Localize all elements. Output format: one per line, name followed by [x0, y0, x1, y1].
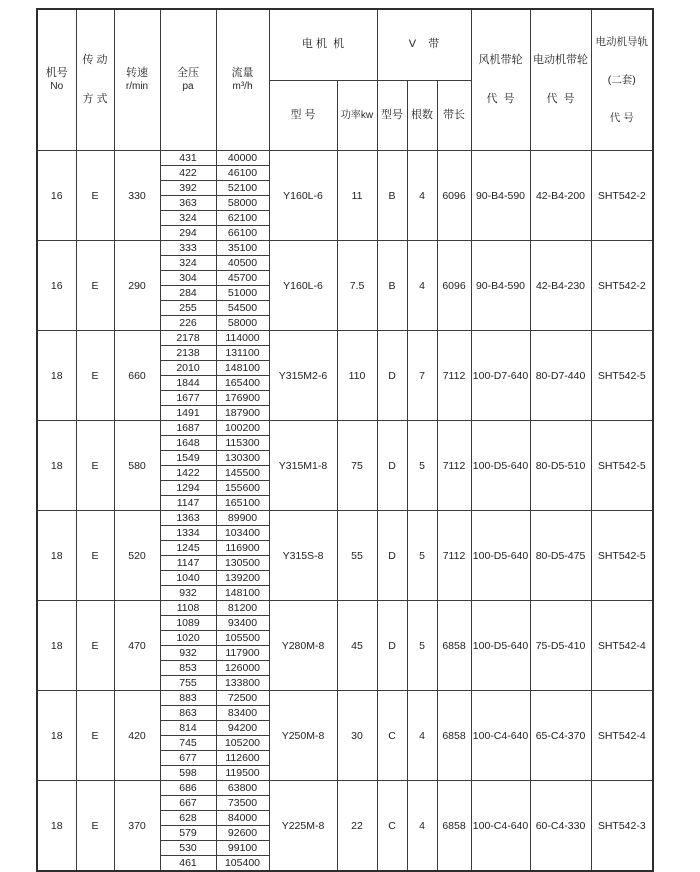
cell-fan-pulley: 100-D7-640: [471, 331, 530, 421]
header-machine-no-line2: No: [50, 81, 64, 92]
cell-pressure: 1363: [160, 511, 216, 526]
cell-flow: 58000: [216, 196, 269, 211]
cell-fan-pulley: 90-B4-590: [471, 241, 530, 331]
cell-flow: 66100: [216, 226, 269, 241]
header-pressure-line1: 全压: [177, 67, 199, 79]
cell-pressure: 1549: [160, 451, 216, 466]
header-vbelt-group: V 带: [377, 9, 471, 80]
header-motor-rail: [591, 9, 653, 151]
header-fan-pulley-line2: 代 号: [486, 93, 515, 105]
header-rpm-line1: 转速: [126, 67, 148, 79]
cell-rpm: 420: [114, 691, 160, 781]
cell-motor-model: Y225M-8: [269, 781, 337, 872]
cell-drive-mode: E: [76, 331, 114, 421]
cell-flow: 72500: [216, 691, 269, 706]
header-motor-pulley: [530, 9, 591, 151]
header-rpm: [114, 9, 160, 151]
header-vbelt-count: 根数: [407, 80, 437, 150]
cell-machine-no: 18: [37, 601, 76, 691]
cell-motor-power: 45: [337, 601, 377, 691]
cell-flow: 130300: [216, 451, 269, 466]
cell-flow: 99100: [216, 841, 269, 856]
cell-flow: 145500: [216, 466, 269, 481]
cell-rpm: 660: [114, 331, 160, 421]
cell-pressure: 883: [160, 691, 216, 706]
header-motor-rail-line2: (二套): [607, 74, 636, 86]
cell-rail: SHT542-4: [591, 601, 653, 691]
cell-pressure: 1245: [160, 541, 216, 556]
cell-pressure: 392: [160, 181, 216, 196]
cell-pressure: 745: [160, 736, 216, 751]
cell-pressure: 530: [160, 841, 216, 856]
header-drive-line1: 传 动: [82, 54, 108, 66]
cell-rpm: 470: [114, 601, 160, 691]
header-flow: [216, 9, 269, 151]
cell-pressure: 677: [160, 751, 216, 766]
cell-motor-power: 11: [337, 151, 377, 241]
cell-flow: 114000: [216, 331, 269, 346]
cell-motor-model: Y250M-8: [269, 691, 337, 781]
cell-flow: 51000: [216, 286, 269, 301]
header-vbelt-model: 型号: [377, 80, 407, 150]
cell-fan-pulley: 100-D5-640: [471, 601, 530, 691]
cell-motor-model: Y315S-8: [269, 511, 337, 601]
header-fan-pulley: [471, 9, 530, 151]
cell-flow: 130500: [216, 556, 269, 571]
header-vbelt-length: 带长: [437, 80, 471, 150]
cell-belt-model: D: [377, 331, 407, 421]
cell-drive-mode: E: [76, 691, 114, 781]
cell-belt-count: 4: [407, 241, 437, 331]
cell-flow: 115300: [216, 436, 269, 451]
cell-pressure: 461: [160, 856, 216, 872]
cell-belt-length: 6858: [437, 781, 471, 872]
cell-rail: SHT542-5: [591, 511, 653, 601]
cell-flow: 63800: [216, 781, 269, 796]
table-header: [37, 9, 653, 151]
cell-pressure: 2178: [160, 331, 216, 346]
header-flow-line2: m³/h: [232, 81, 253, 92]
header-motor-pulley-line2: 代 号: [546, 93, 575, 105]
cell-motor-pulley: 80-D5-510: [530, 421, 591, 511]
cell-flow: 103400: [216, 526, 269, 541]
cell-belt-count: 7: [407, 331, 437, 421]
cell-pressure: 1687: [160, 421, 216, 436]
cell-motor-pulley: 42-B4-200: [530, 151, 591, 241]
cell-pressure: 255: [160, 301, 216, 316]
cell-belt-model: B: [377, 241, 407, 331]
cell-flow: 165100: [216, 496, 269, 511]
cell-fan-pulley: 100-C4-640: [471, 691, 530, 781]
cell-fan-pulley: 100-C4-640: [471, 781, 530, 872]
cell-motor-pulley: 60-C4-330: [530, 781, 591, 872]
cell-flow: 40500: [216, 256, 269, 271]
cell-rpm: 370: [114, 781, 160, 872]
cell-machine-no: 16: [37, 151, 76, 241]
cell-rail: SHT542-2: [591, 241, 653, 331]
cell-rail: SHT542-2: [591, 151, 653, 241]
cell-rail: SHT542-3: [591, 781, 653, 872]
cell-flow: 165400: [216, 376, 269, 391]
cell-motor-pulley: 65-C4-370: [530, 691, 591, 781]
header-motor-power: 功率kw: [337, 80, 377, 150]
cell-pressure: 2010: [160, 361, 216, 376]
cell-pressure: 1491: [160, 406, 216, 421]
header-pressure: [160, 9, 216, 151]
cell-motor-power: 55: [337, 511, 377, 601]
cell-machine-no: 18: [37, 331, 76, 421]
cell-flow: 45700: [216, 271, 269, 286]
cell-flow: 52100: [216, 181, 269, 196]
cell-rpm: 290: [114, 241, 160, 331]
cell-drive-mode: E: [76, 511, 114, 601]
cell-flow: 148100: [216, 361, 269, 376]
cell-motor-power: 30: [337, 691, 377, 781]
cell-flow: 84000: [216, 811, 269, 826]
cell-flow: 40000: [216, 151, 269, 166]
cell-flow: 105200: [216, 736, 269, 751]
cell-pressure: 814: [160, 721, 216, 736]
cell-pressure: 284: [160, 286, 216, 301]
cell-rpm: 520: [114, 511, 160, 601]
header-drive-line2: 方 式: [82, 93, 108, 105]
cell-belt-length: 7112: [437, 421, 471, 511]
cell-flow: 105500: [216, 631, 269, 646]
cell-flow: 58000: [216, 316, 269, 331]
cell-pressure: 1844: [160, 376, 216, 391]
cell-belt-count: 5: [407, 601, 437, 691]
cell-belt-model: D: [377, 511, 407, 601]
cell-pressure: 598: [160, 766, 216, 781]
cell-pressure: 853: [160, 661, 216, 676]
cell-flow: 155600: [216, 481, 269, 496]
cell-machine-no: 18: [37, 421, 76, 511]
header-motor-model: 型 号: [269, 80, 337, 150]
cell-motor-pulley: 80-D5-475: [530, 511, 591, 601]
cell-pressure: 755: [160, 676, 216, 691]
cell-flow: 131100: [216, 346, 269, 361]
cell-belt-model: D: [377, 601, 407, 691]
cell-flow: 139200: [216, 571, 269, 586]
cell-flow: 89900: [216, 511, 269, 526]
cell-flow: 100200: [216, 421, 269, 436]
cell-flow: 81200: [216, 601, 269, 616]
cell-pressure: 226: [160, 316, 216, 331]
table-row: [37, 241, 653, 256]
cell-belt-count: 4: [407, 151, 437, 241]
cell-fan-pulley: 90-B4-590: [471, 151, 530, 241]
cell-pressure: 2138: [160, 346, 216, 361]
cell-flow: 62100: [216, 211, 269, 226]
cell-flow: 117900: [216, 646, 269, 661]
cell-belt-model: D: [377, 421, 407, 511]
cell-motor-power: 22: [337, 781, 377, 872]
cell-drive-mode: E: [76, 421, 114, 511]
cell-pressure: 1147: [160, 496, 216, 511]
header-motor-rail-line1: 电动机导轨: [595, 36, 648, 48]
header-flow-line1: 流量: [231, 67, 254, 79]
cell-flow: 105400: [216, 856, 269, 872]
cell-flow: 133800: [216, 676, 269, 691]
cell-flow: 92600: [216, 826, 269, 841]
cell-machine-no: 18: [37, 511, 76, 601]
header-rpm-line2: r/min: [125, 81, 149, 92]
cell-flow: 93400: [216, 616, 269, 631]
cell-motor-power: 110: [337, 331, 377, 421]
cell-drive-mode: E: [76, 781, 114, 872]
cell-belt-count: 4: [407, 691, 437, 781]
cell-machine-no: 18: [37, 691, 76, 781]
cell-belt-model: C: [377, 781, 407, 872]
cell-belt-length: 6858: [437, 691, 471, 781]
cell-pressure: 932: [160, 586, 216, 601]
cell-belt-model: B: [377, 151, 407, 241]
cell-drive-mode: E: [76, 601, 114, 691]
cell-pressure: 1147: [160, 556, 216, 571]
table-row: [37, 781, 653, 796]
cell-belt-count: 4: [407, 781, 437, 872]
cell-flow: 126000: [216, 661, 269, 676]
cell-rail: SHT542-4: [591, 691, 653, 781]
table-row: [37, 601, 653, 616]
cell-flow: 94200: [216, 721, 269, 736]
cell-flow: 54500: [216, 301, 269, 316]
cell-flow: 116900: [216, 541, 269, 556]
cell-flow: 176900: [216, 391, 269, 406]
cell-flow: 83400: [216, 706, 269, 721]
cell-motor-pulley: 42-B4-230: [530, 241, 591, 331]
cell-motor-pulley: 80-D7-440: [530, 331, 591, 421]
cell-flow: 187900: [216, 406, 269, 421]
cell-belt-model: C: [377, 691, 407, 781]
cell-belt-count: 5: [407, 511, 437, 601]
cell-machine-no: 16: [37, 241, 76, 331]
cell-motor-model: Y160L-6: [269, 151, 337, 241]
cell-belt-length: 6096: [437, 241, 471, 331]
cell-rail: SHT542-5: [591, 331, 653, 421]
cell-belt-length: 7112: [437, 331, 471, 421]
header-motor-rail-line3: 代 号: [609, 112, 634, 124]
cell-pressure: 1089: [160, 616, 216, 631]
cell-motor-model: Y160L-6: [269, 241, 337, 331]
cell-flow: 35100: [216, 241, 269, 256]
cell-fan-pulley: 100-D5-640: [471, 511, 530, 601]
cell-pressure: 363: [160, 196, 216, 211]
cell-flow: 112600: [216, 751, 269, 766]
cell-flow: 119500: [216, 766, 269, 781]
cell-pressure: 1040: [160, 571, 216, 586]
cell-rail: SHT542-5: [591, 421, 653, 511]
table-body: [37, 151, 653, 872]
table-row: [37, 331, 653, 346]
spec-table: [36, 8, 654, 872]
cell-pressure: 579: [160, 826, 216, 841]
cell-pressure: 1334: [160, 526, 216, 541]
header-motor-pulley-line1: 电动机带轮: [533, 54, 588, 66]
cell-pressure: 294: [160, 226, 216, 241]
cell-pressure: 1020: [160, 631, 216, 646]
cell-rpm: 580: [114, 421, 160, 511]
cell-pressure: 932: [160, 646, 216, 661]
cell-flow: 46100: [216, 166, 269, 181]
cell-drive-mode: E: [76, 241, 114, 331]
cell-pressure: 1422: [160, 466, 216, 481]
cell-pressure: 863: [160, 706, 216, 721]
cell-machine-no: 18: [37, 781, 76, 872]
cell-pressure: 304: [160, 271, 216, 286]
cell-motor-power: 7.5: [337, 241, 377, 331]
cell-flow: 73500: [216, 796, 269, 811]
cell-drive-mode: E: [76, 151, 114, 241]
cell-motor-power: 75: [337, 421, 377, 511]
header-fan-pulley-line1: 风机带轮: [478, 54, 523, 66]
cell-motor-model: Y315M2-6: [269, 331, 337, 421]
table-row: [37, 691, 653, 706]
cell-fan-pulley: 100-D5-640: [471, 421, 530, 511]
header-machine-no-line1: 机号: [45, 67, 68, 79]
table-row: [37, 511, 653, 526]
cell-pressure: 1294: [160, 481, 216, 496]
cell-pressure: 1648: [160, 436, 216, 451]
cell-pressure: 431: [160, 151, 216, 166]
cell-rpm: 330: [114, 151, 160, 241]
cell-flow: 148100: [216, 586, 269, 601]
cell-pressure: 667: [160, 796, 216, 811]
cell-pressure: 324: [160, 211, 216, 226]
cell-motor-pulley: 75-D5-410: [530, 601, 591, 691]
cell-pressure: 628: [160, 811, 216, 826]
cell-belt-length: 7112: [437, 511, 471, 601]
cell-belt-count: 5: [407, 421, 437, 511]
cell-motor-model: Y315M1-8: [269, 421, 337, 511]
header-drive-mode: [76, 9, 114, 151]
header-motor-group: 电 机 机: [269, 9, 377, 80]
cell-pressure: 422: [160, 166, 216, 181]
cell-belt-length: 6858: [437, 601, 471, 691]
cell-pressure: 324: [160, 256, 216, 271]
cell-pressure: 1677: [160, 391, 216, 406]
cell-motor-model: Y280M-8: [269, 601, 337, 691]
table-row: [37, 421, 653, 436]
cell-pressure: 333: [160, 241, 216, 256]
table-row: [37, 151, 653, 166]
cell-pressure: 1108: [160, 601, 216, 616]
cell-belt-length: 6096: [437, 151, 471, 241]
header-machine-no: [37, 9, 76, 151]
header-pressure-line2: pa: [182, 81, 194, 92]
cell-pressure: 686: [160, 781, 216, 796]
